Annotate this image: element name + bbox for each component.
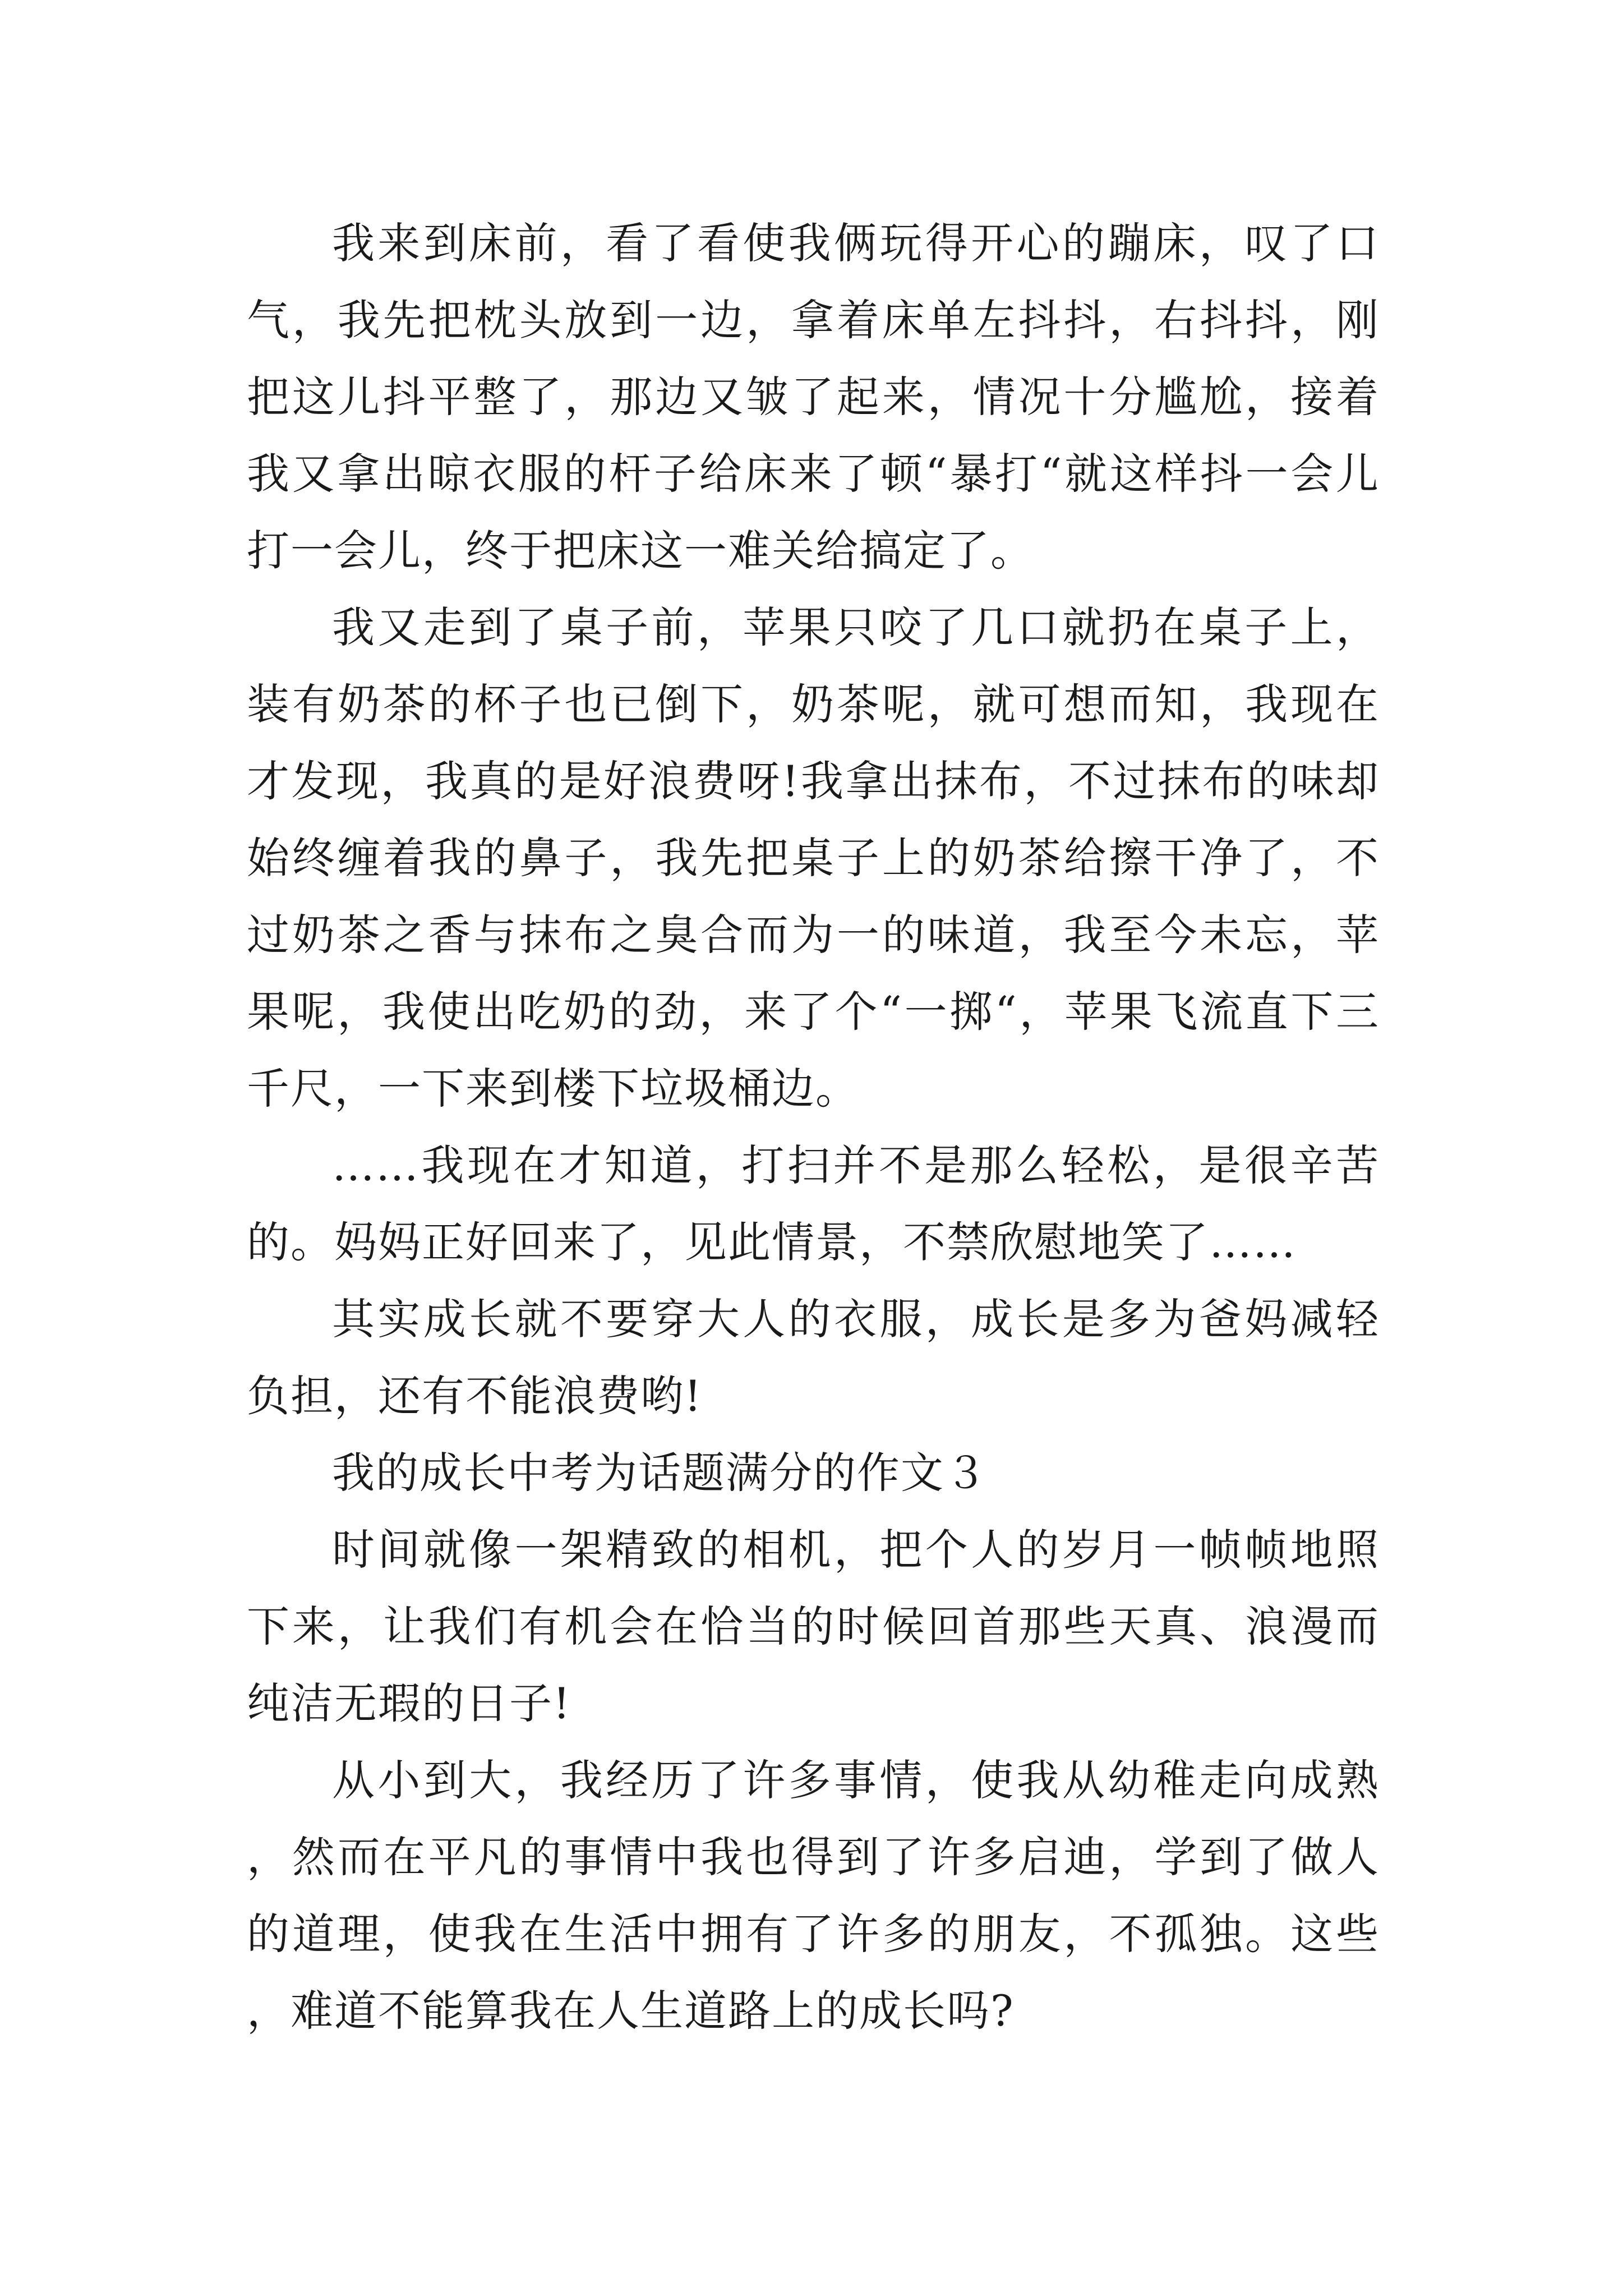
- paragraph-growing-up: 从小到大，我经历了许多事情，使我从幼稚走向成熟，然而在平凡的事情中我也得到了许多启迪，学到了做人的道理，使我在生活中拥有了许多的朋友，不孤独。这些，难道不能算我在人生道路上的成长吗?: [247, 1755, 1380, 2036]
- document-body: [247, 205, 1380, 2049]
- essay-heading: 我的成长中考为话题满分的作文３: [332, 1448, 988, 1498]
- paragraph-conclusion: 其实成长就不要穿大人的衣服，成长是多为爸妈减轻负担，还有不能浪费哟!: [247, 1294, 1380, 1421]
- paragraph-making-bed: 我来到床前，看了看使我俩玩得开心的蹦床，叹了口气，我先把枕头放到一边，拿着床单左抖抖，右抖抖，刚把这儿抖平整了，那边又皱了起来，情况十分尴尬，接着我又拿出晾衣服的杆子给床来了顿“暴打“就这样抖一会儿打一会儿，终于把床这一难关给搞定了。: [247, 218, 1380, 576]
- paragraph-realization: ……我现在才知道，打扫并不是那么轻松，是很辛苦的。妈妈正好回来了，见此情景，不禁欣慰地笑了……: [247, 1140, 1380, 1267]
- paragraph-cleaning-table: 我又走到了桌子前，苹果只咬了几口就扔在桌子上，装有奶茶的杯子也已倒下，奶茶呢，就可想而知，我现在才发现，我真的是好浪费呀!我拿出抹布，不过抹布的味却始终缠着我的鼻子，我先把桌子上的奶茶给擦干净了，不过奶茶之香与抹布之臭合而为一的味道，我至今未忘，苹果呢，我使出吃奶的劲，来了个“一掷“，苹果飞流直下三千尺，一下来到楼下垃圾桶边。: [247, 602, 1380, 1114]
- paragraph-time-camera: 时间就像一架精致的相机，把个人的岁月一帧帧地照下来，让我们有机会在恰当的时候回首那些天真、浪漫而纯洁无瑕的日子!: [247, 1525, 1380, 1728]
